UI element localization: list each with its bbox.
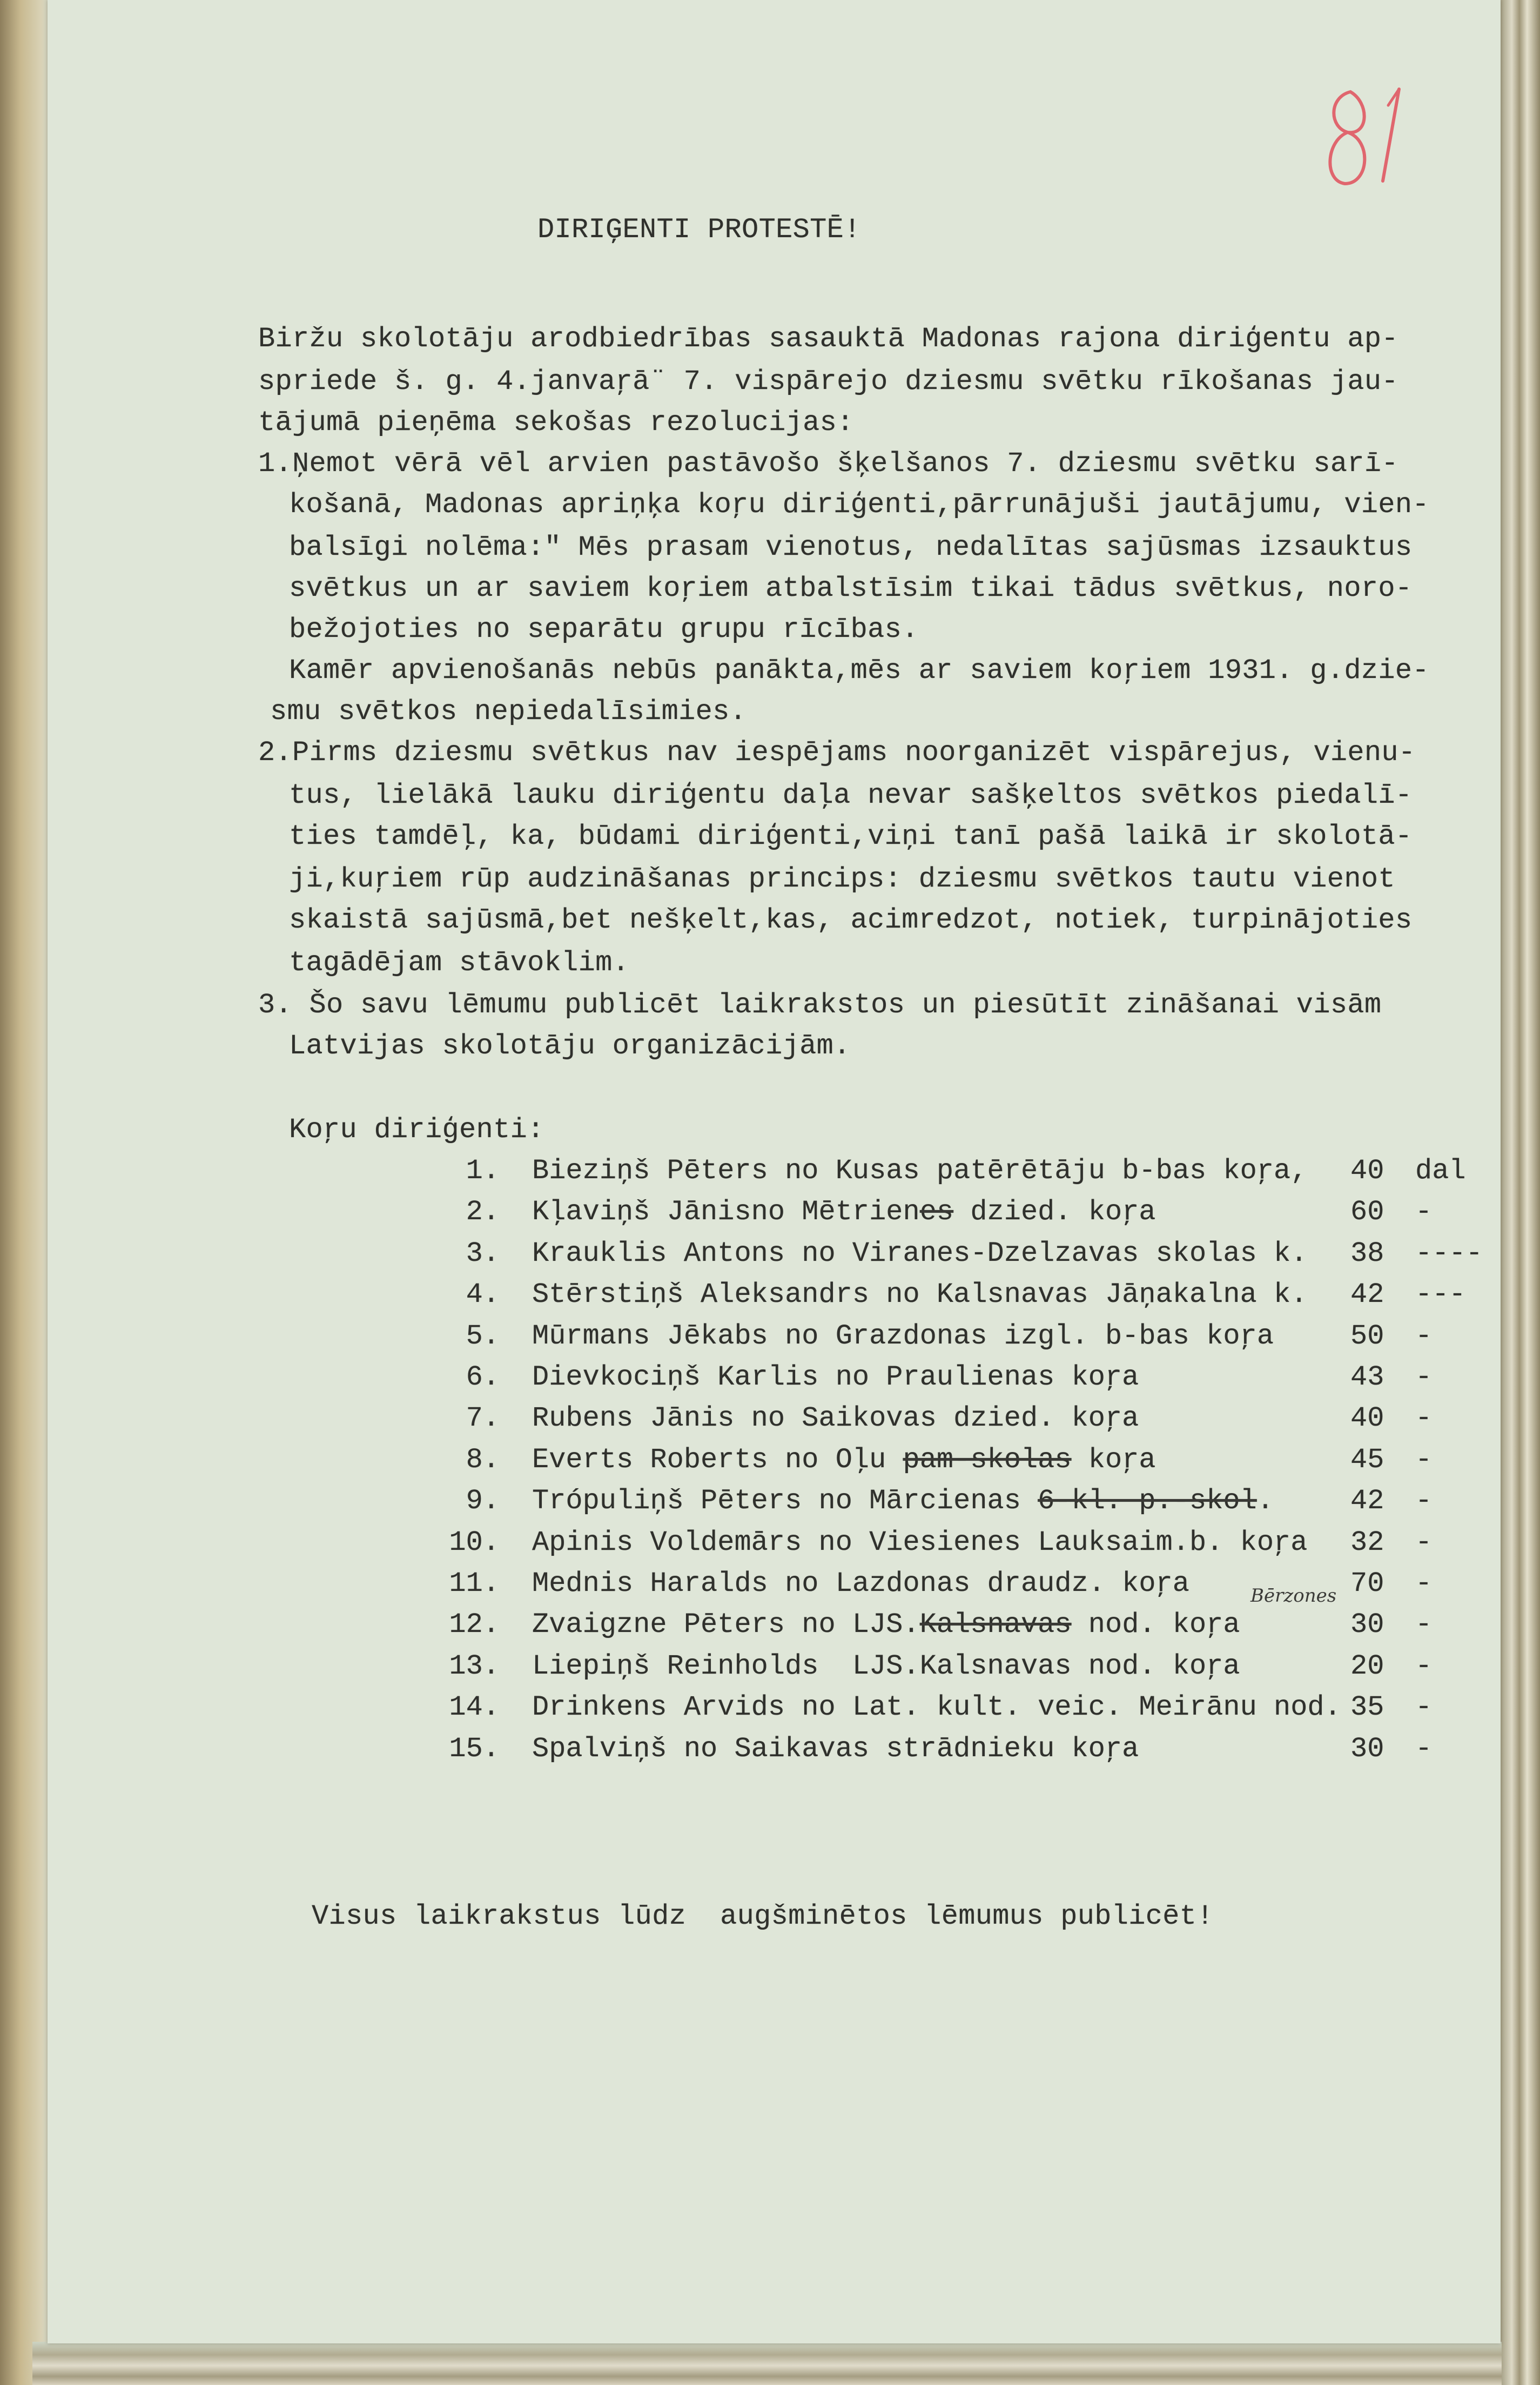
entry-text: nod. koŗa xyxy=(1071,1609,1240,1641)
row-mark: - xyxy=(1415,1320,1433,1352)
text-line: svētkus un ar saviem koŗiem atbalstīsim tikai tādus svētkus, noro- xyxy=(289,573,1413,604)
row-mark: - xyxy=(1415,1650,1433,1682)
conductor-entry xyxy=(532,1361,1139,1394)
text-line: tājumā pieņēma sekošas rezolucijas: xyxy=(258,407,854,439)
row-mark: - xyxy=(1415,1568,1433,1600)
row-number: 15. xyxy=(449,1732,500,1765)
row-number: 12. xyxy=(449,1609,500,1641)
row-mark: - xyxy=(1415,1402,1433,1435)
row-mark: - xyxy=(1415,1609,1433,1641)
conductor-entry xyxy=(532,1733,1139,1765)
row-mark: ---- xyxy=(1415,1237,1483,1269)
closing-request: Visus laikrakstus lūdz augšminētos lēmumus publicēt! xyxy=(312,1900,1214,1932)
row-number: 8. xyxy=(466,1443,500,1476)
conductor-entry xyxy=(532,1485,1274,1517)
entry-text: Kļaviņš Jānisno Mētrien xyxy=(532,1196,920,1228)
conductor-entry xyxy=(532,1609,1240,1641)
entry-text: Liepiņš Reinholds LJS.Kalsnavas nod. koŗa xyxy=(532,1650,1240,1682)
conductor-entry xyxy=(532,1691,1341,1724)
row-number: 13. xyxy=(449,1650,500,1682)
entry-text: koŗa xyxy=(1071,1443,1156,1476)
text-line: Latvijas skolotāju organizācijām. xyxy=(289,1030,851,1062)
conductor-entry xyxy=(532,1568,1189,1600)
choir-member-count: 20 xyxy=(1350,1650,1384,1682)
struck-text: pam-skolas xyxy=(903,1443,1072,1476)
text-line: smu svētkos nepiedalīsimies. xyxy=(270,696,747,728)
row-number: 7. xyxy=(466,1402,500,1435)
conductor-entry xyxy=(532,1155,1307,1187)
text-line: tagādējam stāvoklim. xyxy=(289,947,630,979)
entry-text: dzied. koŗa xyxy=(953,1196,1156,1228)
choir-member-count: 42 xyxy=(1350,1485,1384,1517)
conductor-entry xyxy=(532,1444,1156,1476)
text-line: skaistā sajūsmā,bet nešķelt,kas, acimredzot, notiek, turpinājoties xyxy=(289,904,1413,936)
choir-member-count: 30 xyxy=(1350,1609,1384,1641)
struck-text: Kalsnavas xyxy=(919,1609,1072,1641)
conductor-entry xyxy=(532,1196,1156,1228)
entry-text: Apinis Voldemārs no Viesienes Lauksaim.b. koŗa xyxy=(532,1526,1308,1558)
entry-text: Zvaigzne Pēters no LJS. xyxy=(532,1609,920,1641)
choir-member-count: 32 xyxy=(1350,1526,1384,1558)
struck-text: es xyxy=(919,1196,954,1228)
row-number: 11. xyxy=(449,1568,500,1600)
row-number: 4. xyxy=(466,1279,500,1311)
row-mark: - xyxy=(1415,1691,1433,1724)
paper-left-edge xyxy=(0,0,51,2385)
row-number: 2. xyxy=(466,1196,500,1228)
text-line: Kamēr apvienošanās nebūs panākta,mēs ar saviem koŗiem 1931. g.dzie- xyxy=(289,655,1429,687)
row-number: 10. xyxy=(449,1526,500,1558)
choir-member-count: 70 xyxy=(1350,1568,1384,1600)
row-mark: - xyxy=(1415,1732,1433,1765)
handwritten-annotation: Bērzones xyxy=(1250,1585,1337,1607)
conductor-entry xyxy=(532,1320,1274,1353)
conductor-entry xyxy=(532,1650,1240,1683)
paper-bottom-edge-stack xyxy=(32,2342,1502,2385)
struck-text: 6-kl. p.-skol xyxy=(1038,1485,1257,1517)
row-number: 9. xyxy=(466,1485,500,1517)
text-line: košanā, Madonas apriņķa koŗu diriģenti,pārrunājuši jautājumu, vien- xyxy=(289,489,1429,521)
row-number: 14. xyxy=(449,1691,500,1724)
row-number: 1. xyxy=(466,1155,500,1187)
row-mark: - xyxy=(1415,1526,1433,1558)
row-number: 3. xyxy=(466,1237,500,1269)
entry-text: Drinkens Arvids no Lat. kult. veic. Meirānu nod. xyxy=(532,1691,1341,1724)
text-line: spriede š. g. 4.janvaŗā¨ 7. vispārejo dziesmu svētku rīkošanas jau- xyxy=(258,366,1398,398)
text-line: Biržu skolotāju arodbiedrības sasauktā Madonas rajona diriģentu ap- xyxy=(258,323,1398,355)
text-line: bežojoties no separātu grupu rīcības. xyxy=(289,614,919,646)
choir-member-count: 38 xyxy=(1350,1237,1384,1269)
row-mark: - xyxy=(1415,1196,1433,1228)
entry-text: Rubens Jānis no Saikovas dzied. koŗa xyxy=(532,1402,1139,1435)
row-mark: - xyxy=(1415,1485,1433,1517)
text-line: ji,kuŗiem rūp audzināšanas princips: dziesmu svētkos tautu vienot xyxy=(289,863,1395,895)
text-line: 2.Pirms dziesmu svētkus nav iespējams noorganizēt vispārejus, vienu- xyxy=(258,737,1416,769)
choir-member-count: 40 xyxy=(1350,1155,1384,1187)
row-mark: --- xyxy=(1415,1279,1466,1311)
entry-text: Mūrmans Jēkabs no Grazdonas izgl. b-bas koŗa xyxy=(532,1320,1274,1352)
text-line: 1.Ņemot vērā vēl arvien pastāvošo šķelšanos 7. dziesmu svētku sarī- xyxy=(258,448,1398,480)
text-line: 3. Šo savu lēmumu publicēt laikrakstos un piesūtīt zināšanai visām xyxy=(258,989,1382,1021)
list-heading: Koŗu diriģenti: xyxy=(289,1114,544,1146)
entry-text: Everts Roberts no Oļu xyxy=(532,1443,903,1476)
entry-text: Spalviņš no Saikavas strādnieku koŗa xyxy=(532,1732,1139,1765)
entry-text: Krauklis Antons no Viranes-Dzelzavas skolas k. xyxy=(532,1237,1308,1269)
entry-text: Dievkociņš Karlis no Praulienas koŗa xyxy=(532,1361,1139,1393)
choir-member-count: 42 xyxy=(1350,1279,1384,1311)
row-number: 5. xyxy=(466,1320,500,1352)
entry-text: Mednis Haralds no Lazdonas draudz. koŗa xyxy=(532,1568,1189,1600)
text-line: ties tamdēļ, ka, būdami diriģenti,viņi tanī pašā laikā ir skolotā- xyxy=(289,821,1413,852)
choir-member-count: 40 xyxy=(1350,1402,1384,1435)
document-title: DIRIĢENTI PROTESTĒ! xyxy=(537,214,861,246)
conductor-entry xyxy=(532,1279,1307,1311)
entry-text: Bieziņš Pēters no Kusas patērētāju b-bas koŗa, xyxy=(532,1155,1308,1187)
entry-text: Trópuliņš Pēters no Mārcienas xyxy=(532,1485,1038,1517)
conductor-entry xyxy=(532,1238,1307,1270)
choir-member-count: 50 xyxy=(1350,1320,1384,1352)
entry-text: Stērstiņš Aleksandrs no Kalsnavas Jāņakalna k. xyxy=(532,1279,1308,1311)
choir-member-count: 35 xyxy=(1350,1691,1384,1724)
row-mark: dal xyxy=(1415,1155,1466,1187)
choir-member-count: 45 xyxy=(1350,1443,1384,1476)
text-line: tus, lielākā lauku diriģentu daļa nevar sašķeltos svētkos piedalī- xyxy=(289,780,1413,811)
choir-member-count: 60 xyxy=(1350,1196,1384,1228)
conductor-entry xyxy=(532,1527,1307,1559)
conductor-entry xyxy=(532,1402,1139,1435)
row-mark: - xyxy=(1415,1361,1433,1393)
row-number: 6. xyxy=(466,1361,500,1393)
row-mark: - xyxy=(1415,1443,1433,1476)
choir-member-count: 30 xyxy=(1350,1732,1384,1765)
text-line: balsīgi nolēma:" Mēs prasam vienotus, nedalītas sajūsmas izsauktus xyxy=(289,532,1413,563)
entry-text: . xyxy=(1256,1485,1274,1517)
choir-member-count: 43 xyxy=(1350,1361,1384,1393)
handwritten-page-number xyxy=(1318,81,1426,194)
